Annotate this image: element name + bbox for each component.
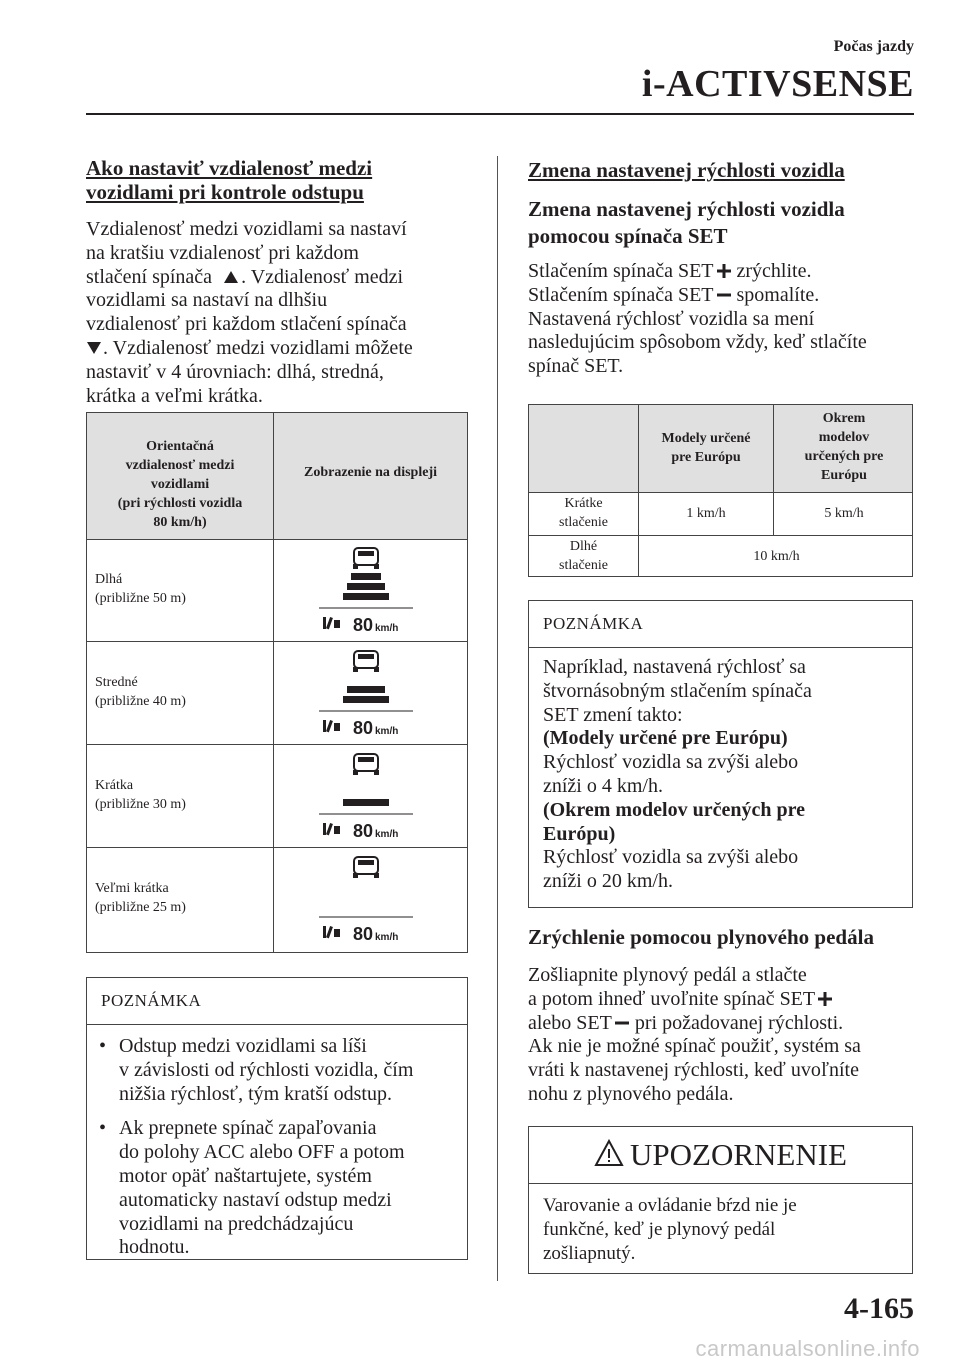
car-wheel <box>353 564 358 569</box>
subheading-set-switch: Zmena nastavenej rýchlosti vozidla pomocou spínača SET <box>528 197 845 248</box>
header-distance: Orientačná vzdialenosť medzi vozidlami (pri rýchlosti vozidla 80 km/h) <box>117 439 243 530</box>
minus-icon <box>614 1015 630 1031</box>
warning-icon <box>594 1139 624 1167</box>
header-display: Zobrazenie na displeji <box>303 465 437 480</box>
cruise-icon-part <box>323 823 326 835</box>
column-divider <box>497 156 498 1281</box>
chapter-label: Počas jazdy <box>833 38 914 55</box>
table-row: Dlhá (približne 50 m) 80 km/h <box>87 539 467 642</box>
distance-table <box>86 412 468 953</box>
car-wheel <box>374 564 379 569</box>
plus-icon <box>817 991 833 1007</box>
header-non-europe: Okrem modelov určených pre Európu <box>804 411 884 483</box>
distance-bar <box>347 583 385 590</box>
car-window <box>358 654 374 659</box>
page-number: 4-165 <box>844 1292 914 1325</box>
cruise-icon-part <box>334 826 340 834</box>
car-window <box>358 757 374 762</box>
note-bullet: • Ak prepnete spínač zapaľovania do polohy ACC alebo OFF a potom motor opäť naštartujete, systém automaticky nastaví odstup medzi vozidlami na predchádzajúcu hodnotu. <box>99 1117 405 1259</box>
distance-display-icon <box>311 648 421 740</box>
section-heading-distance: Ako nastaviť vzdialenosť medzi vozidlami pri kontrole odstupu <box>86 156 373 204</box>
display-unit: km/h <box>375 623 399 634</box>
cruise-icon <box>323 823 340 835</box>
cruise-icon-part <box>334 723 340 731</box>
caution-header: UPOZORNENIE <box>529 1127 912 1184</box>
cruise-icon-part <box>323 926 326 938</box>
note-bullet: • Odstup medzi vozidlami sa líši v závislosti od rýchlosti vozidla, čím nižšia rýchlosť, tým kratší odstup. <box>99 1035 414 1105</box>
speed-increment-table <box>528 404 913 577</box>
short-press-europe: 1 km/h <box>686 506 726 521</box>
subheading-accelerator: Zrýchlenie pomocou plynového pedála <box>528 925 874 949</box>
table-row: Stredné (približne 40 m) 80 km/h <box>87 642 467 745</box>
short-press-non-europe: 5 km/h <box>824 506 864 521</box>
page-title: i-ACTIVSENSE <box>641 63 914 105</box>
plus-icon <box>716 263 732 279</box>
display-unit: km/h <box>375 829 399 840</box>
long-press-value: 10 km/h <box>753 549 800 564</box>
header-rule <box>86 113 914 115</box>
cruise-icon-part <box>326 823 333 835</box>
cruise-icon-part <box>334 620 340 628</box>
cruise-icon-part <box>326 617 333 629</box>
display-unit: km/h <box>375 726 399 737</box>
display-speed: 80 <box>353 718 374 738</box>
distance-display-icon <box>311 545 421 637</box>
table-row: Veľmi krátka (približne 25 m) 80 km/h <box>87 848 467 951</box>
cruise-icon-part <box>326 926 333 938</box>
display-speed: 80 <box>353 924 374 944</box>
minus-icon <box>716 287 732 303</box>
cruise-icon <box>323 720 340 732</box>
distance-bar <box>351 573 381 580</box>
note-box-left <box>86 977 468 1260</box>
cruise-icon <box>323 926 340 938</box>
distance-paragraph: Vzdialenosť medzi vozidlami sa nastaví na kratšiu vzdialenosť pri každom stlačení spínača . Vzdialenosť medzi vozidlami sa nastaví na dlhšiu vzdialenosť pri každom stlačení spínača . Vzdialenosť medzi vozidlami môžete nastaviť v 4 úrovniach: dlhá, stredná, krátka a veľmi krátka. <box>86 218 413 407</box>
display-speed: 80 <box>353 821 374 841</box>
row-long-press-label: Dlhé stlačenie <box>559 539 608 573</box>
car-icon <box>354 754 378 771</box>
caution-box: UPOZORNENIE Varovanie a ovládanie bŕzd nie je funkčné, keď je plynový pedál zošliapnutý. <box>528 1126 913 1274</box>
distance-bar <box>347 686 385 693</box>
car-wheel <box>353 770 358 775</box>
cruise-icon-part <box>334 929 340 937</box>
table-row: Krátka (približne 30 m) 80 km/h <box>87 745 467 848</box>
car-wheel <box>374 667 379 672</box>
distance-table-header <box>87 413 467 540</box>
cruise-icon-part <box>323 720 326 732</box>
car-wheel <box>374 770 379 775</box>
car-icon <box>354 548 378 565</box>
down-triangle-icon <box>86 341 102 355</box>
cruise-icon-part <box>326 720 333 732</box>
note-title: POZNÁMKA <box>529 601 912 648</box>
display-speed: 80 <box>353 615 374 635</box>
watermark: carmanualsonline.info <box>695 1336 920 1361</box>
distance-bar <box>343 799 389 806</box>
section-heading-speed: Zmena nastavenej rýchlosti vozidla <box>528 158 845 182</box>
display-unit: km/h <box>375 932 399 943</box>
distance-bar <box>343 696 389 703</box>
car-icon <box>354 651 378 668</box>
car-wheel <box>353 873 358 878</box>
cruise-icon <box>323 617 340 629</box>
header-europe: Modely určené pre Európu <box>661 431 751 465</box>
car-wheel <box>374 873 379 878</box>
car-window <box>358 860 374 865</box>
note-box-right: POZNÁMKA Napríklad, nastavená rýchlosť sa štvornásobným stlačením spínača SET zmení takto: (Modely určené pre Európu) Rýchlosť vozidla sa zvýši alebo zníži o 4 km/h. (Okrem modelov určených pre Európu) Rýchlosť vozidla sa zvýši alebo zníži o 20 km/h. <box>528 600 913 908</box>
row-short-press-label: Krátke stlačenie <box>559 496 608 530</box>
distance-bar <box>343 593 389 600</box>
accelerator-paragraph: Zošliapnite plynový pedál a stlačte a potom ihneď uvoľnite spínač SET alebo SET pri požadovanej rýchlosti. Ak nie je možné spínač použiť, systém sa vráti k nastavenej rýchlosti, keď uvoľníte nohu z plynového pedála. <box>528 964 861 1105</box>
distance-display-icon <box>311 854 421 946</box>
car-window <box>358 551 374 556</box>
distance-display-icon <box>311 751 421 843</box>
up-triangle-icon <box>223 270 239 284</box>
car-wheel <box>353 667 358 672</box>
cruise-icon-part <box>323 617 326 629</box>
car-icon <box>354 857 378 874</box>
speed-paragraph: Stlačením spínača SET zrýchlite. Stlačením spínača SET spomalíte. Nastavená rýchlosť vozidla sa mení nasledujúcim spôsobom vždy, keď stlačíte spínač SET. <box>528 260 867 378</box>
note-title: POZNÁMKA <box>87 978 467 1025</box>
